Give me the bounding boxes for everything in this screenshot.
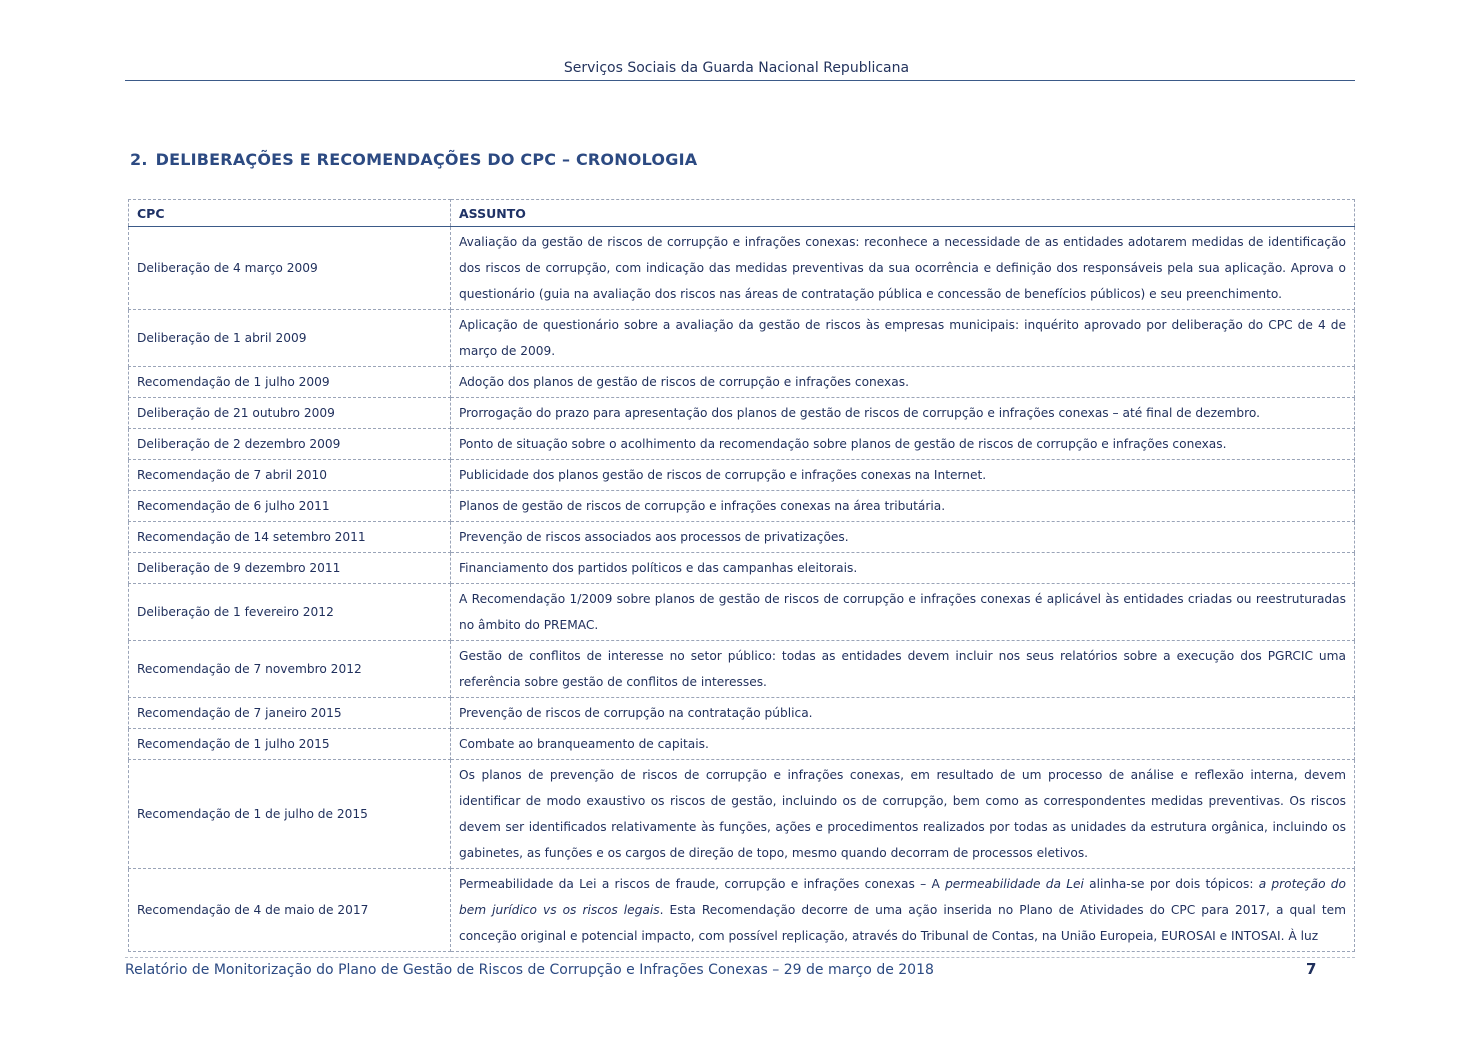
cpc-chronology-table bbox=[128, 199, 1355, 952]
cpc-cell: Deliberação de 1 fevereiro 2012 bbox=[129, 584, 451, 641]
subject-cell: Publicidade dos planos gestão de riscos de corrupção e infrações conexas na Internet. bbox=[451, 460, 1355, 491]
header-divider bbox=[125, 80, 1355, 81]
cpc-cell: Recomendação de 7 janeiro 2015 bbox=[129, 698, 451, 729]
subject-emphasis: a proteção do bem jurídico vs os riscos legais bbox=[459, 877, 1346, 917]
table-row bbox=[129, 641, 1355, 698]
table-row bbox=[129, 584, 1355, 641]
page-header-title: Serviços Sociais da Guarda Nacional Republicana bbox=[563, 60, 910, 76]
table-row bbox=[129, 460, 1355, 491]
cpc-cell: Deliberação de 4 março 2009 bbox=[129, 227, 451, 310]
subject-cell: Prevenção de riscos associados aos processos de privatizações. bbox=[451, 522, 1355, 553]
section-heading bbox=[130, 150, 697, 169]
subject-cell: Os planos de prevenção de riscos de corrupção e infrações conexas, em resultado de um processo de análise e reflexão interna, devem identificar de modo exaustivo os riscos de gestão, incluindo os de corrupção, bem como as correspondentes medidas preventivas. Os riscos devem ser identificados relativamente às funções, ações e procedimentos realizados por todas as unidades da estrutura orgânica, incluindo os gabinetes, as funções e os cargos de direção de topo, mesmo quando decorram de processos eletivos. bbox=[451, 760, 1355, 869]
subject-cell: Adoção dos planos de gestão de riscos de corrupção e infrações conexas. bbox=[451, 367, 1355, 398]
table-row bbox=[129, 429, 1355, 460]
footer-divider bbox=[125, 957, 1355, 958]
table-row bbox=[129, 522, 1355, 553]
table-row bbox=[129, 310, 1355, 367]
cpc-cell: Recomendação de 1 julho 2015 bbox=[129, 729, 451, 760]
subject-cell: Financiamento dos partidos políticos e das campanhas eleitorais. bbox=[451, 553, 1355, 584]
subject-cell bbox=[451, 869, 1355, 952]
footer-text: Relatório de Monitorização do Plano de Gestão de Riscos de Corrupção e Infrações Conexas – 29 de março de 2018 bbox=[125, 962, 934, 978]
table-row bbox=[129, 729, 1355, 760]
table-row bbox=[129, 227, 1355, 310]
subject-cell: A Recomendação 1/2009 sobre planos de gestão de riscos de corrupção e infrações conexas é aplicável às entidades criadas ou reestruturadas no âmbito do PREMAC. bbox=[451, 584, 1355, 641]
subject-cell: Gestão de conflitos de interesse no setor público: todas as entidades devem incluir nos seus relatórios sobre a execução dos PGRCIC uma referência sobre gestão de conflitos de interesses. bbox=[451, 641, 1355, 698]
subject-cell: Prorrogação do prazo para apresentação dos planos de gestão de riscos de corrupção e infrações conexas – até final de dezembro. bbox=[451, 398, 1355, 429]
subject-cell: Avaliação da gestão de riscos de corrupção e infrações conexas: reconhece a necessidade de as entidades adotarem medidas de identificação dos riscos de corrupção, com indicação das medidas preventivas da sua ocorrência e definição dos responsáveis pela sua aplicação. Aprova o questionário (guia na avaliação dos riscos nas áreas de contratação pública e concessão de benefícios públicos) e seu preenchimento. bbox=[451, 227, 1355, 310]
subject-cell: Aplicação de questionário sobre a avaliação da gestão de riscos às empresas municipais: inquérito aprovado por deliberação do CPC de 4 de março de 2009. bbox=[451, 310, 1355, 367]
table-row bbox=[129, 760, 1355, 869]
table-row bbox=[129, 491, 1355, 522]
cpc-cell: Deliberação de 9 dezembro 2011 bbox=[129, 553, 451, 584]
cpc-cell: Recomendação de 6 julho 2011 bbox=[129, 491, 451, 522]
subject-cell: Planos de gestão de riscos de corrupção e infrações conexas na área tributária. bbox=[451, 491, 1355, 522]
page-number: 7 bbox=[1306, 960, 1317, 978]
table-row bbox=[129, 553, 1355, 584]
cpc-cell: Recomendação de 1 de julho de 2015 bbox=[129, 760, 451, 869]
table-row bbox=[129, 367, 1355, 398]
subject-cell: Ponto de situação sobre o acolhimento da recomendação sobre planos de gestão de riscos de corrupção e infrações conexas. bbox=[451, 429, 1355, 460]
subject-cell: Prevenção de riscos de corrupção na contratação pública. bbox=[451, 698, 1355, 729]
section-title: DELIBERAÇÕES E RECOMENDAÇÕES DO CPC – CRONOLOGIA bbox=[155, 150, 698, 169]
cpc-cell: Deliberação de 21 outubro 2009 bbox=[129, 398, 451, 429]
section-number: 2. bbox=[130, 150, 148, 169]
cpc-cell: Recomendação de 7 abril 2010 bbox=[129, 460, 451, 491]
table-row bbox=[129, 869, 1355, 952]
table-row bbox=[129, 398, 1355, 429]
cpc-cell: Recomendação de 14 setembro 2011 bbox=[129, 522, 451, 553]
cpc-cell: Deliberação de 1 abril 2009 bbox=[129, 310, 451, 367]
subject-text: . Esta Recomendação decorre de uma ação inserida no Plano de Atividades do CPC para 2017, a qual tem conceção original e potencial impacto, com possível replicação, através do Tribunal de Contas, na União Europeia, EUROSAI e INTOSAI. À luz bbox=[459, 903, 1346, 943]
cpc-cell: Recomendação de 1 julho 2009 bbox=[129, 367, 451, 398]
subject-text: alinha-se por dois tópicos: bbox=[1083, 877, 1259, 891]
column-header-cpc: CPC bbox=[129, 200, 451, 227]
subject-cell: Combate ao branqueamento de capitais. bbox=[451, 729, 1355, 760]
cpc-cell: Recomendação de 7 novembro 2012 bbox=[129, 641, 451, 698]
column-header-subject: ASSUNTO bbox=[451, 200, 1355, 227]
table-header-row bbox=[129, 200, 1355, 227]
table-row bbox=[129, 698, 1355, 729]
cpc-cell: Recomendação de 4 de maio de 2017 bbox=[129, 869, 451, 952]
subject-text: Permeabilidade da Lei a riscos de fraude, corrupção e infrações conexas – A bbox=[459, 877, 946, 891]
subject-emphasis: permeabilidade da Lei bbox=[945, 877, 1084, 891]
cpc-cell: Deliberação de 2 dezembro 2009 bbox=[129, 429, 451, 460]
